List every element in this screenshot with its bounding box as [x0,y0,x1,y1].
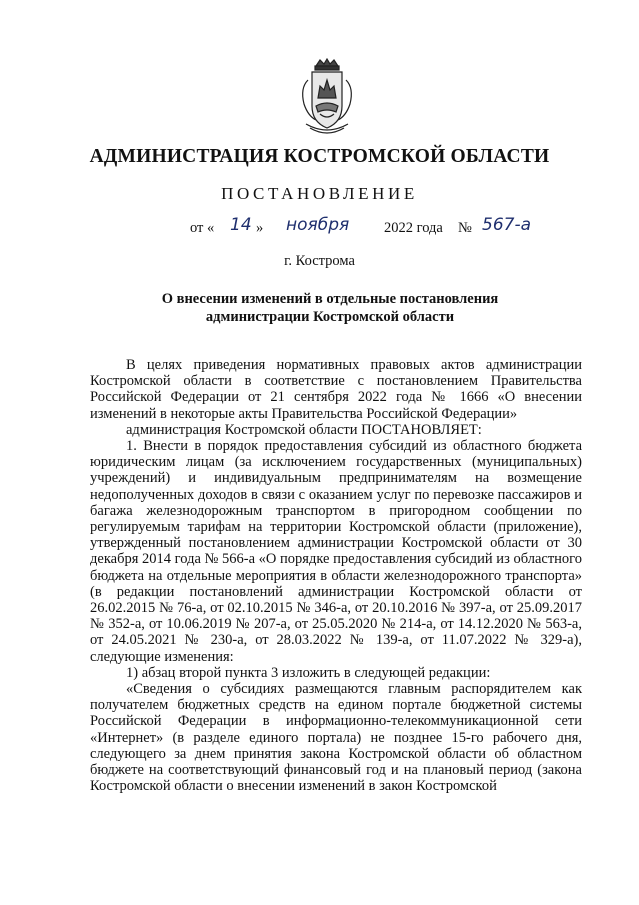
document-number: 567-а [482,215,531,235]
date-line [0,215,639,245]
subject-title [100,290,560,326]
subject-line-1: О внесении изменений в отдельные постановления [161,291,499,307]
date-mid: » [256,220,264,236]
paragraph-subitem-1: 1) абзац второй пункта 3 изложить в следующей редакции: [126,664,491,681]
date-month: ноября [286,215,350,235]
paragraph-preamble: В целях приведения нормативных правовых актов администрации Костромской области в соответствие с постановлением Правительства Российской Федерации от 21 сентября 2022 года № 1666 «О внесении изменений в некоторые акты Правительства Российской Федерации» [90,357,582,422]
city: г. Кострома [284,253,355,269]
paragraph-decree: администрация Костромской области ПОСТАНОВЛЯЕТ: [126,421,482,438]
body-text [90,357,582,794]
subject-line-2: администрации Костромской области [205,309,455,325]
paragraph-item-1: 1. Внести в порядок предоставления субсидий из областного бюджета юридическим лицам (за исключением государственных (муниципальных) учреждений) и индивидуальным предпринимателям на возмещение недополученных доходов в связи с оказанием услуг по перевозке пассажиров и багажа железнодорожным транспортом в пригородном сообщении по регулируемым тарифам на территории Костромской области (приложение), утвержденный постановлением администрации Костромской области от 30 декабря 2014 года № 566-а «О порядке предоставления субсидий из областного бюджета на отдельные мероприятия в области железнодорожного транспорта» (в редакции постановлений администрации Костромской области от 26.02.2015 № 76-а, от 02.10.2015 № 346-а, от 20.10.2016 № 397-а, от 25.09.2017 № 352-а, от 10.06.2019 № 207-а, от 25.05.2020 № 214-а, от 14.12.2020 № 563-а, от 24.05.2021 № 230-а, от 28.03.2022 № 139-а, от 11.07.2022 № 329-а), следующие изменения: [90,438,582,665]
date-day: 14 [230,215,252,235]
coat-of-arms-icon [298,58,356,138]
organization-title: АДМИНИСТРАЦИЯ КОСТРОМСКОЙ ОБЛАСТИ [89,146,550,167]
number-sign: № [458,220,472,236]
date-prefix: от « [190,220,215,236]
document-type: ПОСТАНОВЛЕНИЕ [221,184,418,203]
paragraph-quoted-text: «Сведения о субсидиях размещаются главным распорядителем как получателем бюджетных средств на едином портале бюджетной системы Российской Федерации в информационно-телекоммуникационной сети «Интернет» (в разделе единого портала) не позднее 15-го рабочего дня, следующего за днем принятия закона Костромской области об областном бюджете на соответствующий финансовый год и на плановый период (закона Костромской области о внесении изменений в закон Костромской [90,681,582,795]
date-year: 2022 года [384,220,443,236]
